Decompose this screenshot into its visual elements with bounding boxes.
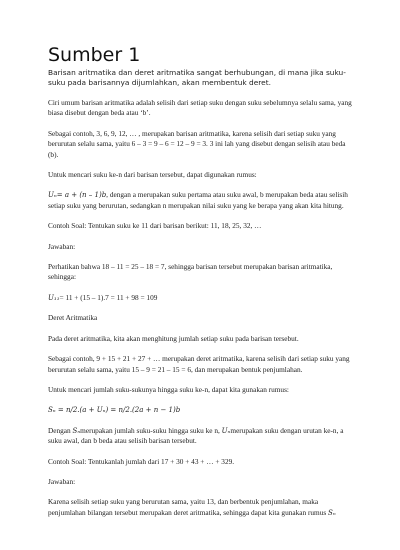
paragraph-sn-formula (48, 405, 354, 415)
paragraph-deret-intro: Pada deret aritmatika, kita akan menghitung jumlah setiap suku pada barisan tersebut. (48, 333, 299, 343)
page-title: Sumber 1 (48, 44, 141, 66)
text-fragment: Dengan (48, 425, 73, 435)
paragraph-answer: Perhatikan bahwa 18 – 11 = 25 – 18 = 7, sehingga barisan tersebut merupakan barisan aritmatika, sehingga: (48, 262, 333, 282)
text-fragment: Karena selisih setiap suku yang berurutan sama, yaitu 13, dan berbentuk penjumlahan, maka penjumlahan bilangan tersebut merupakan deret aritmatika, sehingga dapat kita gunakan rumus (48, 497, 329, 517)
page-subtitle: Barisan aritmatika dan deret aritmatika sangat berhubungan, di mana jika suku-suku pada barisannya dijumlahkan, akan membentuk deret. (48, 68, 346, 87)
formula-u11: U₁₁ (48, 293, 60, 302)
symbol-sn: Sₙ (328, 508, 336, 517)
paragraph-sn-explanation (48, 426, 354, 447)
symbol-un: Uₙ (221, 426, 231, 435)
section-heading-deret: Deret Aritmatika (48, 313, 98, 323)
paragraph-deret-answer-label: Jawaban: (48, 476, 76, 486)
paragraph-formula-un (48, 190, 354, 211)
paragraph-deret-answer (48, 497, 354, 518)
symbol-sn: Sₙ (72, 426, 81, 435)
text-fragment: merupakan jumlah suku-suku hingga suku ke n, (80, 425, 222, 435)
paragraph-definition: Ciri umum barisan aritmatika adalah selisih dari setiap suku dengan suku sebelumnya selalu sama, yang biasa disebut dengan beda atau ‘b’. (48, 98, 352, 118)
paragraph-answer-label: Jawaban: (48, 241, 76, 251)
paragraph-formula-intro: Untuk mencari suku ke-n dari barisan tersebut, dapat digunakan rumus: (48, 170, 257, 180)
formula-sn: Sₙ = n/2.(a + Uₙ) = n/2.(2a + n − 1)b (48, 406, 181, 415)
paragraph-deret-example: Sebagai contoh, 9 + 15 + 21 + 27 + … merupakan deret aritmatika, karena selisih dari setiap suku yang berurutan selalu sama, yaitu 15 – 9 = 21 – 15 = 6, dan merupakan bentuk penjumlahan. (48, 354, 350, 374)
formula-un: Uₙ= a + (n – 1)b (48, 191, 107, 200)
paragraph-example: Sebagai contoh, 3, 6, 9, 12, … , merupakan barisan aritmatika, karena selisih dari setiap suku yang berurutan selalu sama, yaitu 6 – 3 = 9 – 6 = 12 – 9 = 3. 3 ini lah yang disebut dengan selisih atau beda (b). (48, 128, 346, 159)
formula-un-explanation: , dengan a merupakan suku pertama atau suku awal, b merupakan beda atau selisih setiap suku yang berurutan, sedangkan n merupakan nilai suku yang ke berapa yang akan kita hitung. (48, 190, 348, 210)
paragraph-deret-formula-intro: Untuk mencari jumlah suku-sukunya hingga suku ke-n, dapat kita gunakan rumus: (48, 384, 289, 394)
paragraph-example-question: Contoh Soal: Tentukan suku ke 11 dari barisan berikut: 11, 18, 25, 32, … (48, 221, 262, 231)
text-fragment: merupakan suku dengan urutan ke-n, a suku awal, dan b beda atau selisih barisan tersebut. (48, 425, 344, 446)
paragraph-u11 (48, 293, 354, 303)
formula-u11-result: = 11 + (15 – 1).7 = 11 + 98 = 109 (59, 292, 158, 302)
document-page (48, 44, 354, 528)
paragraph-deret-question: Contoh Soal: Tentukanlah jumlah dari 17 + 30 + 43 + … + 329. (48, 456, 235, 466)
